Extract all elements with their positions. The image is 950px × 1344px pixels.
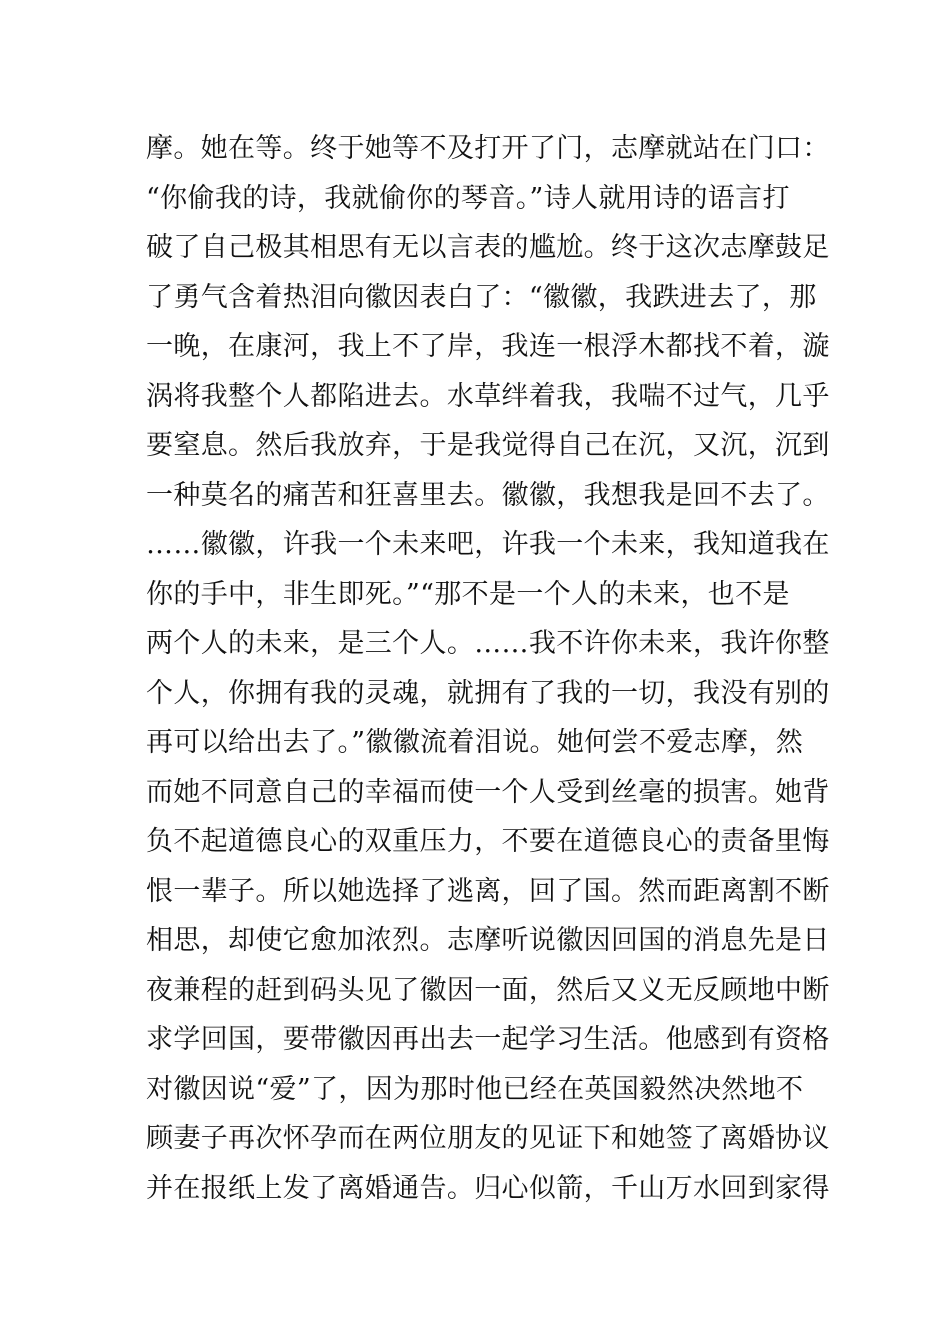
text-line: 了勇气含着热泪向徽因表白了：“徽徽，我跌进去了，那 — [146, 281, 817, 313]
text-line: 一晚，在康河，我上不了岸，我连一根浮木都找不着，漩 — [146, 331, 830, 362]
text-line: 摩。她在等。终于她等不及打开了门，志摩就站在门口： — [146, 133, 830, 164]
text-line: 对徽因说“爱”了，因为那时他已经在英国毅然决然地不 — [146, 1073, 804, 1105]
text-line: 破了自己极其相思有无以言表的尴尬。终于这次志摩鼓足 — [146, 232, 830, 263]
text-line: 恨一辈子。所以她选择了逃离，回了国。然而距离割不断 — [146, 875, 830, 907]
text-line: “你偷我的诗，我就偷你的琴音。”诗人就用诗的语言打 — [146, 182, 790, 214]
text-line: 顾妻子再次怀孕而在两位朋友的见证下和她签了离婚协议 — [146, 1123, 830, 1154]
text-line: 个人，你拥有我的灵魂，就拥有了我的一切，我没有别的 — [146, 677, 830, 709]
text-line: 相思，却使它愈加浓烈。志摩听说徽因回国的消息先是日 — [146, 925, 830, 956]
text-line: 负不起道德良心的双重压力，不要在道德良心的责备里悔 — [146, 826, 830, 857]
text-line: 要窒息。然后我放弃，于是我觉得自己在沉，又沉，沉到 — [146, 430, 830, 461]
text-line: 而她不同意自己的幸福而使一个人受到丝毫的损害。她背 — [146, 776, 830, 808]
text-line: 再可以给出去了。”徽徽流着泪说。她何尝不爱志摩，然 — [146, 727, 804, 758]
text-line: 两个人的未来，是三个人。……我不许你未来，我许你整 — [146, 628, 830, 659]
text-line: 并在报纸上发了离婚通告。归心似箭，千山万水回到家得 — [146, 1172, 830, 1204]
text-line: 一种莫名的痛苦和狂喜里去。徽徽，我想我是回不去了。 — [146, 479, 830, 511]
text-line: 涡将我整个人都陷进去。水草绊着我，我喘不过气，几乎 — [146, 380, 830, 412]
text-line: 求学回国，要带徽因再出去一起学习生活。他感到有资格 — [146, 1024, 830, 1055]
text-line: 你的手中，非生即死。”“那不是一个人的未来，也不是 — [146, 578, 790, 610]
text-line: 夜兼程的赶到码头见了徽因一面，然后又义无反顾地中断 — [146, 974, 830, 1006]
body-text — [146, 124, 830, 1213]
text-line: ……徽徽，许我一个未来吧，许我一个未来，我知道我在 — [146, 529, 830, 560]
